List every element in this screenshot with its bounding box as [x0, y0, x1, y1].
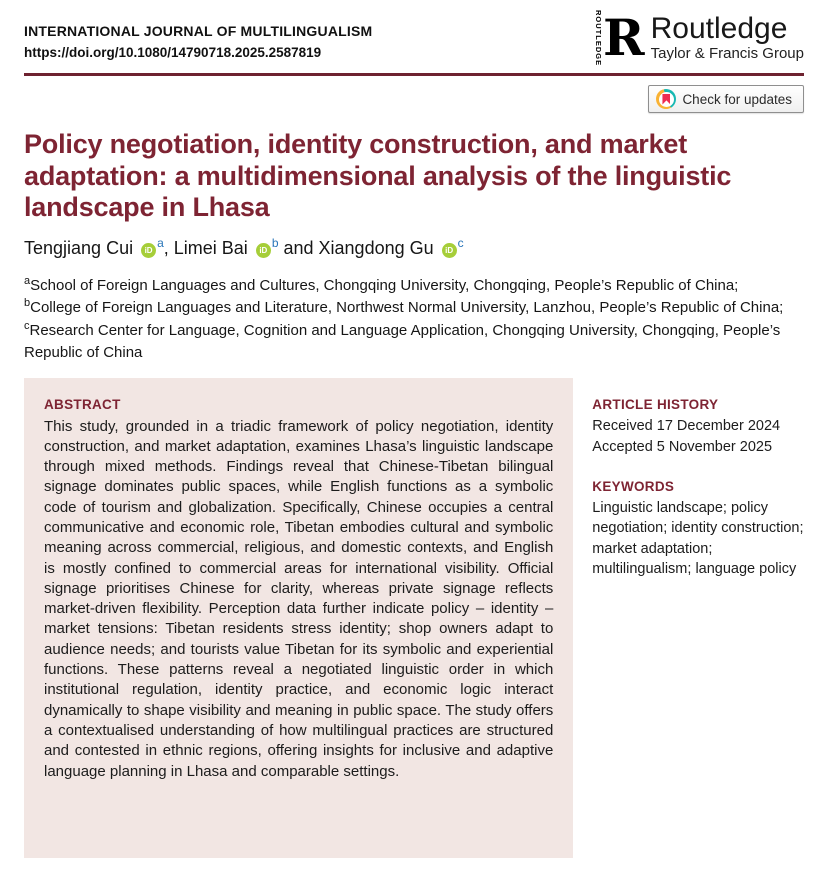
abstract-box	[24, 378, 573, 858]
keywords-heading: KEYWORDS	[592, 478, 675, 494]
publisher-group: Taylor & Francis Group	[650, 45, 804, 62]
affiliation-text: School of Foreign Languages and Cultures, Chongqing University, Chongqing, People’s Republic of China;	[30, 276, 739, 294]
author-affiliation-mark: b	[271, 235, 279, 250]
journal-identification	[24, 23, 372, 66]
abstract-heading: ABSTRACT	[44, 396, 121, 412]
affiliation-text: Research Center for Language, Cognition and Language Application, Chongqing University, Chongqing, People’s Republic of China	[24, 321, 781, 361]
author-name: and Xiangdong Gu	[278, 237, 439, 258]
check-for-updates-button[interactable]	[648, 85, 804, 113]
abstract-and-meta-columns	[24, 378, 804, 858]
routledge-logo	[594, 10, 804, 66]
article-meta-sidebar	[592, 378, 804, 580]
keywords-text: Linguistic landscape; policy negotiation; identity construction; market adaptation; multilingualism; language policy	[592, 499, 804, 577]
header-divider-rule	[24, 73, 804, 76]
check-for-updates-row	[24, 85, 804, 113]
article-title-line: landscape in Lhasa	[24, 192, 270, 222]
routledge-r-glyph: R	[603, 8, 645, 67]
check-for-updates-label: Check for updates	[682, 91, 792, 107]
crossmark-icon	[656, 89, 676, 109]
author-name: Tengjiang Cui	[24, 237, 139, 258]
routledge-logo-text	[651, 13, 804, 63]
orcid-icon[interactable]: iD	[442, 243, 457, 258]
affiliation-mark: c	[24, 319, 30, 332]
author-name: , Limei Bai	[163, 237, 253, 258]
author-affiliation-mark: a	[157, 235, 164, 250]
affiliation-mark: a	[24, 274, 31, 287]
affiliations	[24, 275, 796, 365]
keywords-block	[592, 479, 804, 580]
author-affiliation-mark: c	[457, 235, 464, 250]
routledge-vertical-text: ROUTLEDGE	[594, 10, 604, 67]
journal-header	[24, 0, 804, 66]
orcid-icon[interactable]: iD	[141, 243, 156, 258]
article-history-block	[592, 397, 804, 458]
affiliation-text: College of Foreign Languages and Literature, Northwest Normal University, Lanzhou, People’s Republic of China;	[30, 299, 784, 316]
abstract-text: This study, grounded in a triadic framework of policy negotiation, identity construction, and market adaptation, examines Lhasa’s linguistic landscape through mixed methods. Findings reveal that Chinese-Tibetan bilingual signage dominates public spaces, while English functions as a symbolic code of tourism and globalization. Specifically, Chinese occupies a central communicative and economic role, Tibetan embodies cultural and symbolic meaning across commercial, religious, and domestic contexts, and English is mostly confined to commercial areas for international visibility. Official signage prioritises Chinese for clarity, whereas private signage reflects market-driven flexibility. Perception data further indicate policy – identity – market tensions: Tibetan residents stress identity; shop owners adapt to audience needs; and tourists value Tibetan for its symbolic and experiential functions. These patterns reveal a negotiated linguistic order in which institutional regulation, identity practice, and economic logic interact dynamically to shape visibility and meaning in public space. The study offers a contextualised understanding of how multilingual practices are structured and contested in ethnic regions, offering insights for inclusive and adaptive language planning in Lhasa and comparable settings.	[44, 417, 554, 780]
article-history-lines	[592, 416, 804, 458]
journal-name: INTERNATIONAL JOURNAL OF MULTILINGUALISM	[24, 23, 373, 39]
publisher-brand: Routledge	[650, 12, 788, 45]
article-title	[24, 129, 804, 224]
authors-line	[24, 235, 804, 259]
article-title-line: Policy negotiation, identity construction, and market	[24, 129, 687, 159]
article-history-line: Received 17 December 2024	[592, 417, 781, 434]
article-title-line: adaptation: a multidimensional analysis of the linguistic	[24, 160, 732, 191]
article-history-heading: ARTICLE HISTORY	[592, 396, 719, 412]
affiliation-mark: b	[24, 297, 31, 309]
doi-link[interactable]: https://doi.org/10.1080/14790718.2025.2587819	[24, 45, 322, 60]
orcid-icon[interactable]: iD	[256, 243, 271, 258]
routledge-logo-mark	[594, 10, 645, 66]
article-history-line: Accepted 5 November 2025	[592, 439, 773, 455]
